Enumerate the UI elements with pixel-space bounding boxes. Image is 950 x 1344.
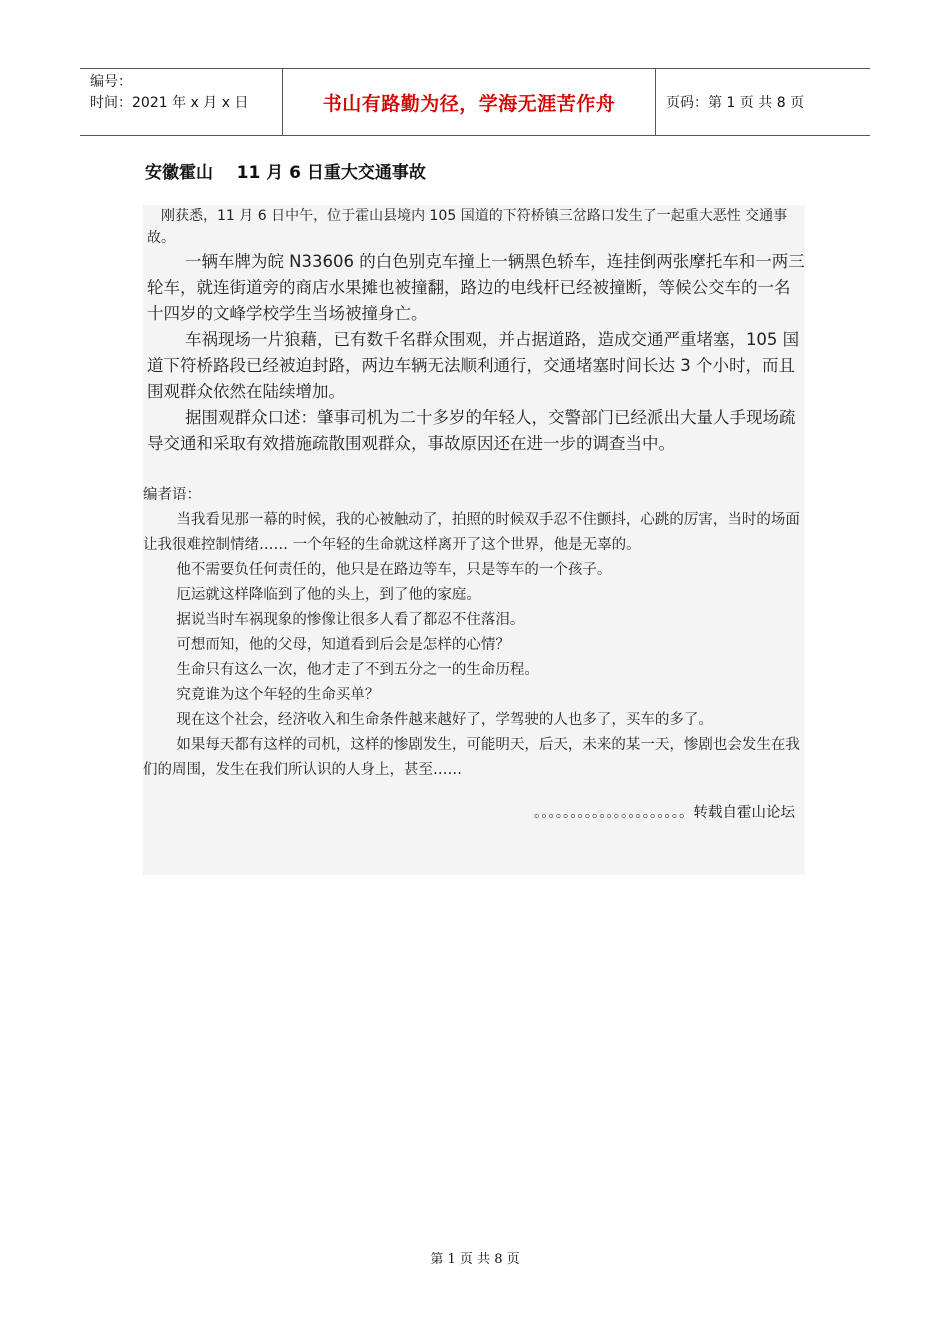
header-date: 时间：2021 年 x 月 x 日 <box>90 95 249 111</box>
editor-paragraph: 生命只有这么一次，他才走了不到五分之一的生命历程。 <box>176 662 539 678</box>
editor-paragraph: 他不需要负任何责任的，他只是在路边等车，只是等车的一个孩子。 <box>176 562 612 578</box>
editor-paragraph: 当我看见那一幕的时候，我的心被触动了，拍照的时候双手忍不住颤抖，心跳的厉害，当时的场面让我很难控制情绪…… 一个年轻的生命就这样离开了这个世界，他是无辜的。 <box>143 512 800 553</box>
header-motto: 书山有路勤为径，学海无涯苦作舟 <box>282 69 656 135</box>
report-paragraph: 一辆车牌为皖 N33606 的白色别克车撞上一辆黑色轿车，连挂倒两张摩托车和一两三轮车，就连街道旁的商店水果摊也被撞翻，路边的电线杆已经被撞断，等候公交车的一名十四岁的文峰学校学生当场被撞身亡。 <box>147 252 805 323</box>
editor-paragraph: 究竟谁为这个年轻的生命买单？ <box>176 687 380 703</box>
editor-label: 编者语： <box>143 487 201 503</box>
report-paragraph: 刚获悉，11 月 6 日中午，位于霍山县境内 105 国道的下符桥镇三岔路口发生了一起重大恶性 交通事故。 <box>147 208 788 246</box>
header-page-info: 页码：第 1 页 共 8 页 <box>666 95 805 111</box>
header-number-label: 编号： <box>90 74 132 90</box>
report-paragraph: 车祸现场一片狼藉，已有数千名群众围观，并占据道路，造成交通严重堵塞，105 国道下符桥路段已经被迫封路，两边车辆无法顺利通行，交通堵塞时间长达 3 个小时，而且围观群众依然在陆续增加。 <box>147 330 800 401</box>
article-body <box>143 205 805 875</box>
editor-paragraph: 如果每天都有这样的司机，这样的惨剧发生，可能明天，后天，未来的某一天，惨剧也会发生在我们的周围，发生在我们所认识的人身上，甚至…… <box>143 737 800 778</box>
article-title: 安徽霍山 11 月 6 日重大交通事故 <box>145 163 426 183</box>
editor-paragraph: 据说当时车祸现象的惨像让很多人看了都忍不住落泪。 <box>176 612 525 628</box>
header-meta <box>80 69 282 135</box>
editor-note <box>143 483 805 783</box>
page-footer: 第 1 页 共 8 页 <box>430 1252 520 1267</box>
report-paragraph: 据围观群众口述：肇事司机为二十多岁的年轻人，交警部门已经派出大量人手现场疏导交通和采取有效措施疏散围观群众，事故原因还在进一步的调查当中。 <box>147 408 796 453</box>
editor-paragraph: 现在这个社会，经济收入和生命条件越来越好了，学驾驶的人也多了，买车的多了。 <box>176 712 713 728</box>
document-header <box>80 68 870 136</box>
source-credit: 。。。。。。。。。。。。。。。。。。。。。转载自霍山论坛 <box>534 805 795 821</box>
editor-paragraph: 可想而知，他的父母，知道看到后会是怎样的心情？ <box>176 637 510 653</box>
editor-paragraph: 厄运就这样降临到了他的头上，到了他的家庭。 <box>176 587 481 603</box>
news-report <box>143 205 805 457</box>
